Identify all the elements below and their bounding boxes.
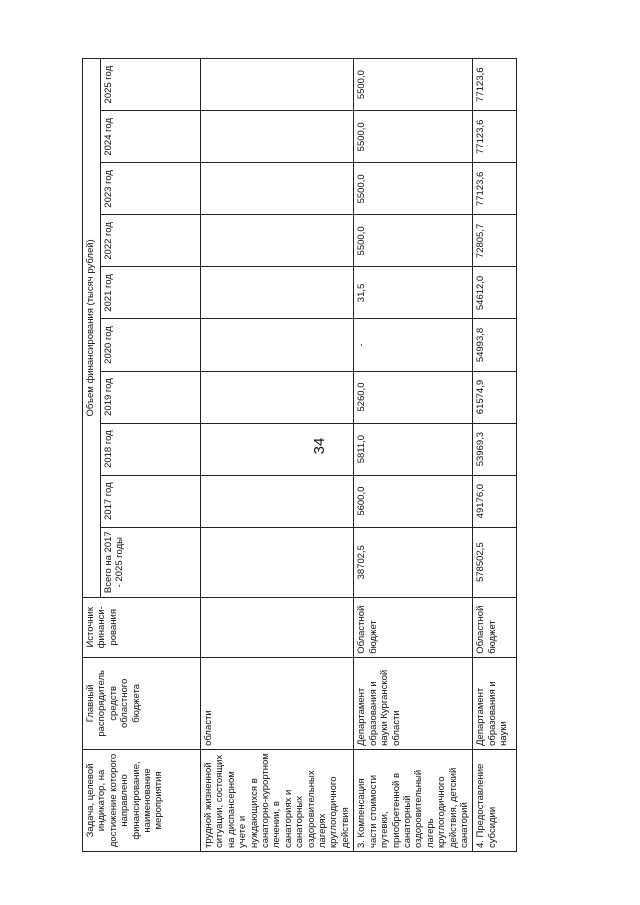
task-cell: 4. Предоставление субсидии [473,749,517,851]
header-total: Всего на 2017 - 2025 годы [101,527,201,597]
header-row [83,59,101,852]
header-year: 2025 год [101,59,201,111]
administrator-cell: Департамент образования и науки [473,657,517,749]
financing-table [82,58,517,852]
header-source: Источник финанси-рования [83,597,201,657]
value-cell: 5500,0 [354,215,473,267]
value-cell [201,163,354,215]
value-cell [201,111,354,163]
value-cell: 72805,7 [473,215,517,267]
table-row [201,59,354,852]
value-cell: 5500,0 [354,163,473,215]
total-cell: 578502,5 [473,527,517,597]
administrator-cell: Департамент образования и науки Курганской области [354,657,473,749]
source-cell [201,597,354,657]
value-cell: 77123,6 [473,111,517,163]
header-year: 2021 год [101,267,201,319]
value-cell: 5811,0 [354,423,473,475]
value-cell [201,371,354,423]
header-administrator: Главный распорядитель средств областного бюджета [83,657,201,749]
value-cell: 31,5 [354,267,473,319]
header-year: 2022 год [101,215,201,267]
total-cell [201,527,354,597]
table-row [473,59,517,852]
value-cell: 53969,3 [473,423,517,475]
task-cell: 3. Компенсация части стоимости путевки, приобретенной в санаторный оздоровительный лагерь круглогодичного действия, детский санаторий [354,749,473,851]
value-cell [201,267,354,319]
source-cell: Областной бюджет [354,597,473,657]
header-year: 2019 год [101,371,201,423]
value-cell: - [354,319,473,371]
header-year: 2017 год [101,475,201,527]
value-cell: 61574,9 [473,371,517,423]
value-cell [201,423,354,475]
administrator-cell: области [201,657,354,749]
value-cell: 54993,8 [473,319,517,371]
total-cell: 38702,5 [354,527,473,597]
header-year: 2020 год [101,319,201,371]
task-cell: трудной жизненной ситуации, состоящих на диспансерном учете и нуждающихся в санаторно-курортном лечении, в санаториях и санаторных оздоровительных лагерях круглогодичного действия [201,749,354,851]
value-cell: 77123,6 [473,59,517,111]
value-cell [201,215,354,267]
value-cell: 49176,0 [473,475,517,527]
value-cell: 5260,0 [354,371,473,423]
page-number: 34 [311,437,328,455]
rotated-table-wrapper [82,52,562,852]
header-year: 2023 год [101,163,201,215]
source-cell: Областной бюджет [473,597,517,657]
value-cell [201,319,354,371]
header-task: Задача, целевой индикатор, на достижение которого направлено финансирование, наименование мероприятия [83,749,201,851]
header-year: 2018 год [101,423,201,475]
value-cell: 77123,6 [473,163,517,215]
table-row [354,59,473,852]
value-cell [201,475,354,527]
value-cell [201,59,354,111]
header-volume: Объем финансирования (тысяч рублей) [83,59,101,598]
value-cell: 5600,0 [354,475,473,527]
value-cell: 5500,0 [354,59,473,111]
value-cell: 54612,0 [473,267,517,319]
header-year: 2024 год [101,111,201,163]
value-cell: 5500,0 [354,111,473,163]
